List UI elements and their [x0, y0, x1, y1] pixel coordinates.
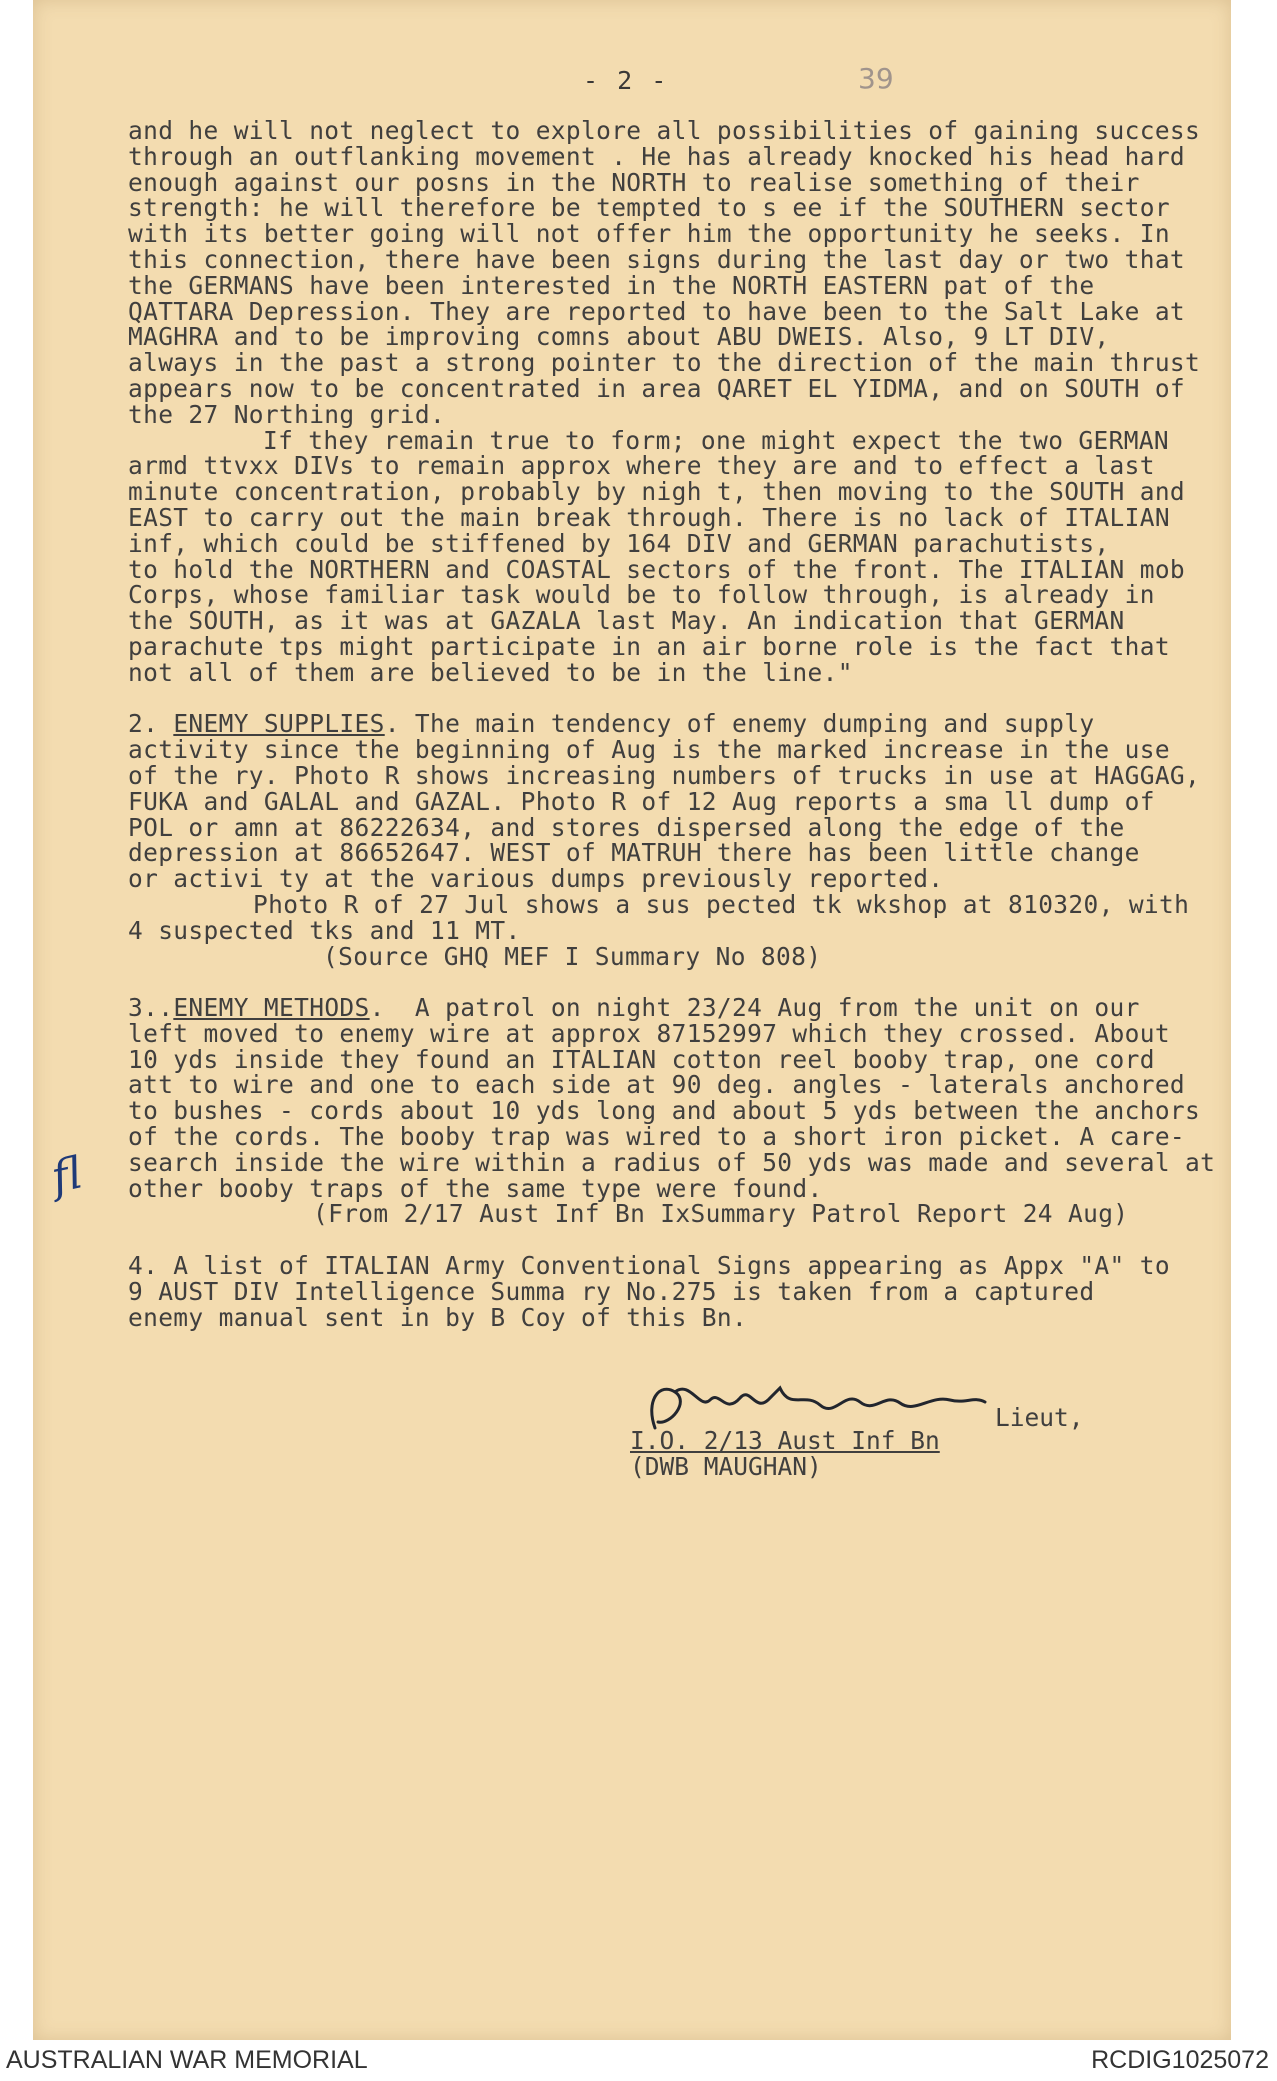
- text-line: Corps, whose familiar task would be to follow through, is already in: [128, 580, 1155, 610]
- text-line: to bushes - cords about 10 yds long and about 5 yds between the anchors: [128, 1096, 1201, 1126]
- section-conventional-signs: [128, 1253, 1228, 1330]
- page-number: - 2 -: [583, 66, 669, 95]
- section-heading: ENEMY METHODS: [173, 993, 370, 1023]
- text-line: activity since the beginning of Aug is the marked increase in the use: [128, 735, 1170, 765]
- text-line: 9 AUST DIV Intelligence Summa ry No.275 is taken from a captured: [128, 1276, 1095, 1306]
- text-line: FUKA and GALAL and GAZAL. Photo R of 12 Aug reports a sma ll dump of: [128, 786, 1155, 816]
- text-line: always in the past a strong pointer to the direction of the main thrust: [128, 348, 1201, 378]
- text-line: Photo R of 27 Jul shows a sus pected tk wkshop at 810320, with: [253, 889, 1190, 919]
- text-line: 4. A list of ITALIAN Army Conventional Signs appearing as Appx "A" to: [128, 1251, 1170, 1281]
- text-line: left moved to enemy wire at approx 87152997 which they crossed. About: [128, 1018, 1170, 1048]
- text-line: the GERMANS have been interested in the NORTH EASTERN pat of the: [128, 270, 1095, 300]
- text-line: this connection, there have been signs during the last day or two that: [128, 244, 1186, 274]
- paragraph-continuation: [128, 118, 1228, 428]
- signatory-unit: I.O. 2/13 Aust Inf Bn: [630, 1426, 940, 1455]
- footer-institution: AUSTRALIAN WAR MEMORIAL: [6, 2046, 368, 2074]
- text-line: strength: he will therefore be tempted to s ee if the SOUTHERN sector: [128, 193, 1170, 223]
- section-heading: ENEMY SUPPLIES: [173, 709, 385, 739]
- text-line: MAGHRA and to be improving comns about ABU DWEIS. Also, 9 LT DIV,: [128, 322, 1110, 352]
- document-body: [128, 118, 1228, 1330]
- text-line: If they remain true to form; one might expect the two GERMAN: [263, 425, 1170, 455]
- text-line: enemy manual sent in by B Coy of this Bn.: [128, 1302, 748, 1332]
- text-line: not all of them are believed to be in the line.": [128, 657, 853, 687]
- text-line: armd ttvxx DIVs to remain approx where they are and to effect a last: [128, 451, 1155, 481]
- text-line: minute concentration, probably by nigh t, then moving to the SOUTH and: [128, 477, 1186, 507]
- text-line: inf, which could be stiffened by 164 DIV and GERMAN parachutists,: [128, 528, 1110, 558]
- text-line: through an outflanking movement . He has already knocked his head hard: [128, 141, 1186, 171]
- signature-block: [630, 1370, 1150, 1500]
- footer-record-id: RCDIG1025072: [1091, 2046, 1269, 2074]
- section-enemy-methods: [128, 995, 1228, 1227]
- signatory-name: (DWB MAUGHAN): [630, 1452, 822, 1481]
- text-line: search inside the wire within a radius of 50 yds was made and several at: [128, 1147, 1216, 1177]
- folio-number: 39: [858, 62, 894, 95]
- section-heading-line: 3..ENEMY METHODS. A patrol on night 23/24 Aug from the unit on our: [128, 993, 1140, 1023]
- text-line: depression at 86652647. WEST of MATRUH there has been little change: [128, 838, 1140, 868]
- text-line: EAST to carry out the main break through. There is no lack of ITALIAN: [128, 502, 1170, 532]
- text-line: the 27 Northing grid.: [128, 399, 446, 429]
- text-line: QATTARA Depression. They are reported to have been to the Salt Lake at: [128, 296, 1186, 326]
- section-enemy-supplies: [128, 711, 1228, 969]
- paragraph-forecast: [128, 425, 1228, 687]
- text-line: POL or amn at 86222634, and stores dispersed along the edge of the: [128, 812, 1125, 842]
- text-line: the SOUTH, as it was at GAZALA last May. An indication that GERMAN: [128, 606, 1125, 636]
- text-line: or activi ty at the various dumps previously reported.: [128, 864, 944, 894]
- section-heading-line: 2. ENEMY SUPPLIES. The main tendency of enemy dumping and supply: [128, 709, 1095, 739]
- text-line: parachute tps might participate in an air borne role is the fact that: [128, 631, 1170, 661]
- handwritten-margin-note: fl: [47, 1147, 87, 1204]
- source-note: (Source GHQ MEF I Summary No 808): [323, 941, 822, 971]
- text-line: of the cords. The booby trap was wired to a short iron picket. A care-: [128, 1122, 1186, 1152]
- text-line: 4 suspected tks and 11 MT.: [128, 915, 521, 945]
- source-note: (From 2/17 Aust Inf Bn IxSummary Patrol Report 24 Aug): [313, 1199, 1129, 1229]
- text-line: to hold the NORTHERN and COASTAL sectors of the front. The ITALIAN mob: [128, 554, 1186, 584]
- text-line: att to wire and one to each side at 90 deg. angles - laterals anchored: [128, 1070, 1186, 1100]
- text-line: and he will not neglect to explore all possibilities of gaining success: [128, 116, 1201, 145]
- text-line: enough against our posns in the NORTH to realise something of their: [128, 167, 1140, 197]
- text-line: appears now to be concentrated in area QARET EL YIDMA, and on SOUTH of: [128, 373, 1186, 403]
- text-line: of the ry. Photo R shows increasing numbers of trucks in use at HAGGAG,: [128, 760, 1201, 790]
- signatory-rank: Lieut,: [995, 1403, 1084, 1432]
- text-line: 10 yds inside they found an ITALIAN cotton reel booby trap, one cord: [128, 1044, 1155, 1074]
- text-line: other booby traps of the same type were found.: [128, 1173, 823, 1203]
- text-line: with its better going will not offer him the opportunity he seeks. In: [128, 219, 1170, 249]
